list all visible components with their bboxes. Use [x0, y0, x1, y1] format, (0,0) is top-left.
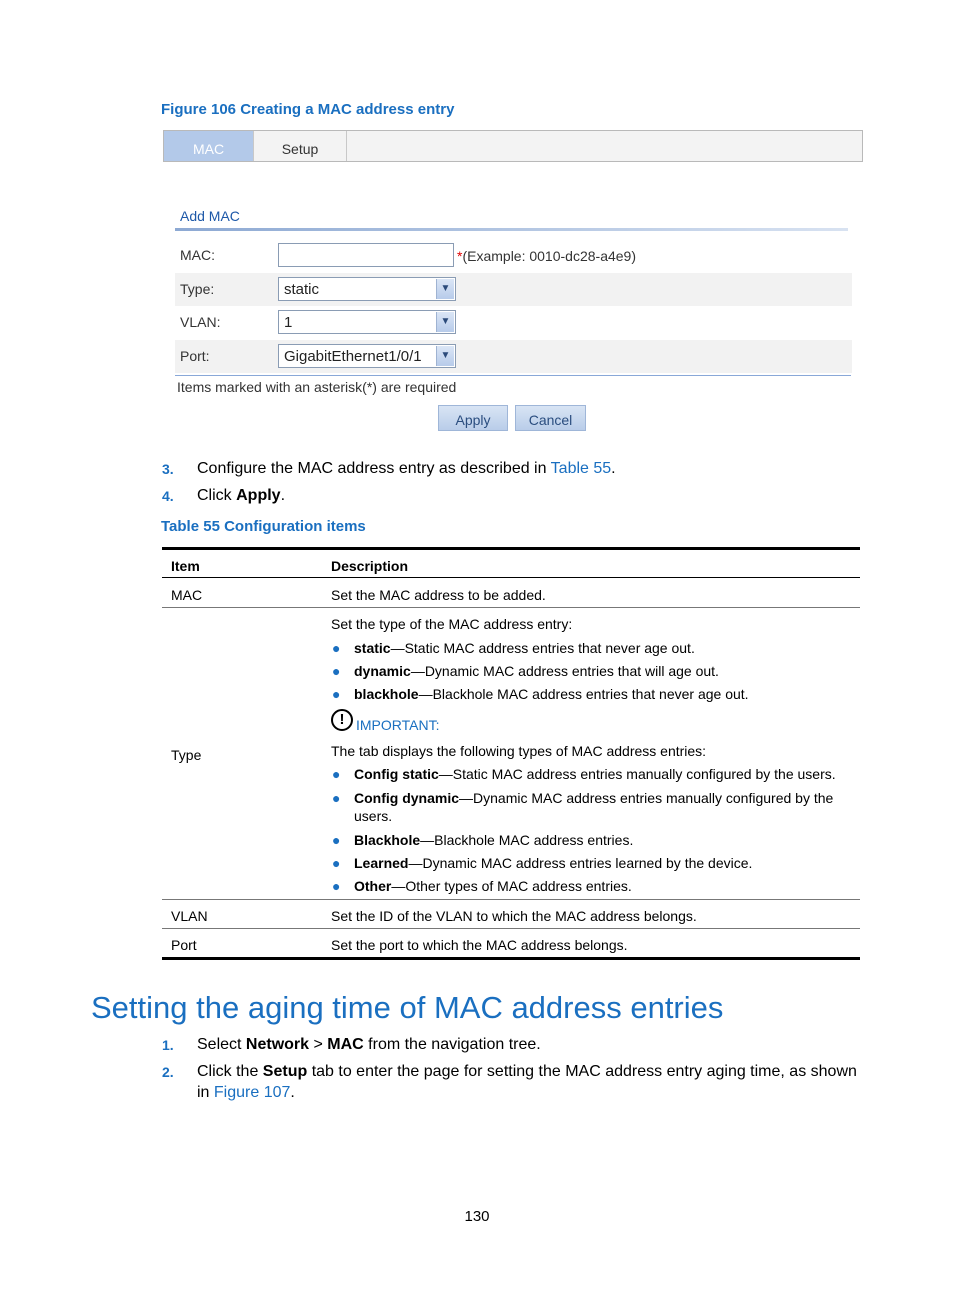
important-intro: The tab displays the following types of MAC address entries:: [331, 743, 707, 759]
mac-label: MAC:: [180, 247, 215, 263]
setup-bold: Setup: [262, 1063, 308, 1080]
type-intro: Set the type of the MAC address entry:: [331, 616, 573, 632]
vlan-label: VLAN:: [180, 314, 221, 330]
bullet-term: Config dynamic: [354, 790, 460, 806]
port-select[interactable]: [278, 344, 456, 368]
section-heading: Setting the aging time of MAC address entries: [91, 990, 724, 1025]
header-rule: [162, 577, 860, 578]
chevron-down-icon[interactable]: ▼: [436, 346, 454, 366]
row-port-desc: Set the port to which the MAC address belongs.: [331, 937, 628, 953]
type-row: [175, 273, 852, 306]
list-item: [332, 878, 632, 894]
step-text-end: tab to enter the page for setting the MAC address entry aging time, as shown: [307, 1063, 857, 1080]
page-number: 130: [464, 1208, 490, 1225]
type-value: static: [284, 281, 320, 298]
bullet-text: —Blackhole MAC address entries that never age out.: [418, 686, 749, 702]
bullet-icon: ●: [332, 663, 341, 679]
bullet-text: —Blackhole MAC address entries.: [420, 832, 634, 848]
bullet-term: static: [354, 640, 391, 656]
bullet-term: blackhole: [354, 686, 419, 702]
bullet-icon: ●: [332, 832, 341, 848]
section-divider: [175, 228, 848, 231]
port-label: Port:: [180, 348, 210, 364]
step-4: [162, 487, 862, 507]
step-text-end: .: [611, 460, 616, 477]
chevron-down-icon[interactable]: ▼: [436, 279, 454, 299]
list-item: [332, 663, 719, 679]
bullet-term: Config static: [354, 766, 439, 782]
table-55-link[interactable]: Table 55: [550, 460, 612, 477]
row-vlan-desc: Set the ID of the VLAN to which the MAC address belongs.: [331, 908, 697, 924]
bullet-icon: ●: [332, 855, 341, 871]
step-text: Select: [197, 1036, 246, 1053]
list-item: [332, 686, 749, 702]
bullet-text-continued: users.: [354, 808, 393, 824]
bullet-icon: ●: [332, 686, 341, 702]
apply-bold: Apply: [236, 487, 281, 504]
bullet-term: Other: [354, 878, 392, 894]
required-star: *: [457, 248, 463, 264]
row-vlan-item: VLAN: [171, 908, 208, 924]
bullet-icon: ●: [332, 640, 341, 656]
bullet-icon: ●: [332, 790, 341, 806]
bullet-text: —Dynamic MAC address entries that will age out.: [410, 663, 719, 679]
mac-required-hint: [457, 248, 636, 264]
list-item: [332, 766, 836, 782]
row-rule: [162, 607, 860, 608]
type-label: Type:: [180, 281, 215, 297]
step-text: Click the: [197, 1063, 263, 1080]
bullet-text: —Other types of MAC address entries.: [391, 878, 632, 894]
type-select[interactable]: [278, 277, 456, 301]
step-text-end: .: [280, 487, 286, 504]
step-3: [162, 460, 862, 480]
figure-caption: Figure 106 Creating a MAC address entry: [161, 101, 455, 118]
apply-button[interactable]: Apply: [438, 405, 508, 431]
step-text: Click: [197, 487, 237, 504]
bullet-icon: ●: [332, 766, 341, 782]
table-bottom-rule: [162, 957, 860, 960]
step-text-end: .: [290, 1084, 295, 1101]
row-rule: [162, 899, 860, 900]
row-rule: [162, 928, 860, 929]
mac-input[interactable]: [278, 243, 454, 267]
list-item: [332, 640, 695, 656]
header-item: Item: [171, 558, 200, 574]
required-note: Items marked with an asterisk(*) are required: [177, 379, 457, 395]
important-icon: !: [331, 709, 353, 731]
bullet-term: Learned: [354, 855, 409, 871]
tab-bar: [163, 130, 863, 162]
important-label: IMPORTANT:: [356, 717, 440, 733]
cancel-button[interactable]: Cancel: [515, 405, 586, 431]
bullet-text: —Static MAC address entries manually configured by the users.: [438, 766, 836, 782]
list-item: [332, 855, 753, 871]
network-bold: Network: [245, 1036, 310, 1053]
tab-mac[interactable]: MAC: [164, 131, 254, 161]
vlan-select[interactable]: [278, 310, 456, 334]
row-mac-item: MAC: [171, 587, 203, 603]
bullet-term: Blackhole: [354, 832, 421, 848]
bullet-icon: ●: [332, 878, 341, 894]
step-1: [162, 1036, 862, 1056]
vlan-row: [175, 306, 852, 339]
header-description: Description: [331, 558, 409, 574]
step-separator: >: [309, 1036, 328, 1053]
add-mac-title: Add MAC: [180, 208, 240, 224]
step-number: 4.: [162, 488, 174, 504]
bullet-text: —Dynamic MAC address entries manually configured by the: [459, 790, 834, 806]
step-text-end: from the navigation tree.: [363, 1036, 541, 1053]
form-bottom-divider: [175, 375, 851, 376]
row-port-item: Port: [171, 937, 197, 953]
step-number: 3.: [162, 461, 174, 477]
step-text: Configure the MAC address entry as described in: [197, 460, 551, 477]
chevron-down-icon[interactable]: ▼: [436, 312, 454, 332]
step-2: [162, 1063, 862, 1105]
bullet-text: —Dynamic MAC address entries learned by the device.: [408, 855, 753, 871]
table-top-rule: [162, 547, 860, 550]
row-mac-desc: Set the MAC address to be added.: [331, 587, 546, 603]
mac-bold: MAC: [327, 1036, 364, 1053]
table-caption: Table 55 Configuration items: [161, 518, 366, 535]
bullet-term: dynamic: [354, 663, 411, 679]
port-row: [175, 340, 852, 373]
tab-setup[interactable]: Setup: [254, 131, 347, 161]
row-type-item: Type: [171, 747, 202, 763]
vlan-value: 1: [284, 314, 293, 331]
list-item: [332, 832, 634, 848]
list-item: [332, 790, 834, 806]
figure-107-link[interactable]: Figure 107: [213, 1084, 291, 1101]
step-number: 1.: [162, 1037, 174, 1053]
port-value: GigabitEthernet1/0/1: [284, 348, 422, 365]
step-text: in: [197, 1084, 214, 1101]
mac-example: (Example: 0010-dc28-a4e9): [462, 248, 636, 264]
bullet-text: —Static MAC address entries that never age out.: [390, 640, 695, 656]
mac-row: [175, 239, 852, 272]
step-number: 2.: [162, 1064, 174, 1080]
